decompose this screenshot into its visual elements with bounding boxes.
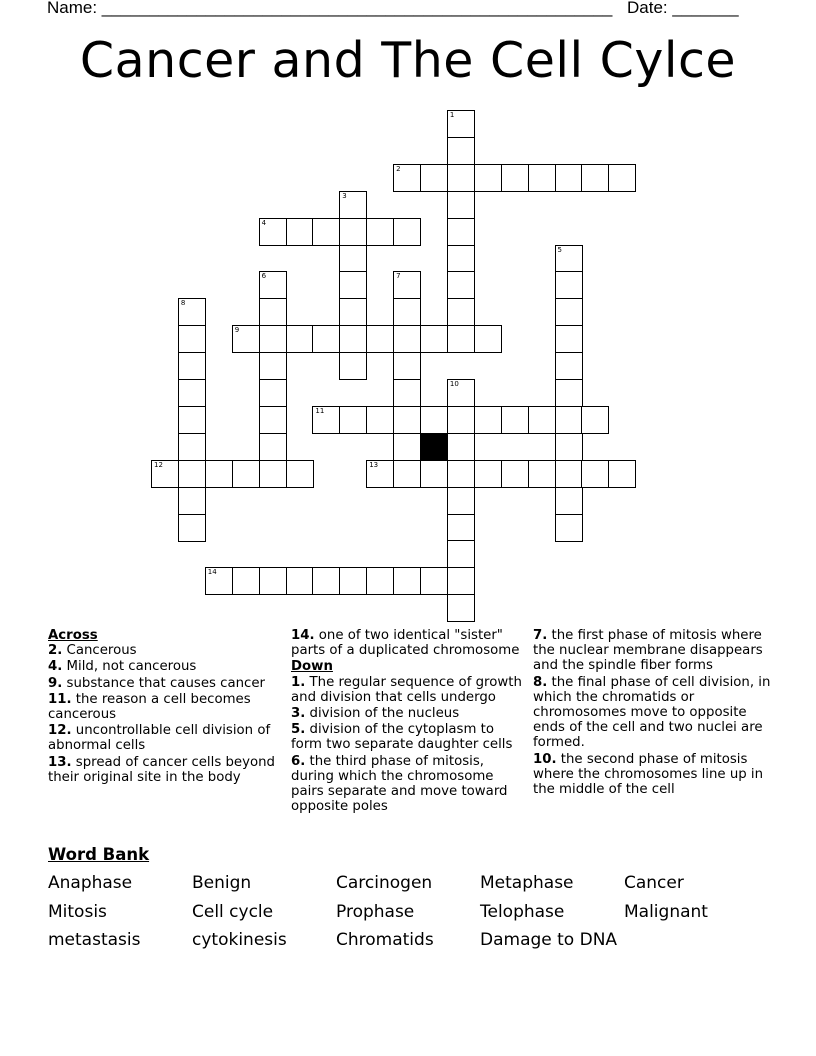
clue-item xyxy=(48,692,278,722)
clue-item-text: substance that causes cancer xyxy=(62,675,265,691)
grid-cell[interactable] xyxy=(474,406,502,434)
word-bank-item: Chromatids xyxy=(336,930,434,950)
grid-cell[interactable] xyxy=(312,325,340,353)
grid-cell[interactable] xyxy=(259,379,287,407)
grid-cell[interactable] xyxy=(447,325,475,353)
grid-cell[interactable] xyxy=(339,298,367,326)
grid-cell[interactable] xyxy=(286,567,314,595)
clue-item xyxy=(291,706,526,721)
across-heading: Across xyxy=(48,628,98,643)
grid-cell[interactable] xyxy=(447,406,475,434)
grid-cell[interactable] xyxy=(259,406,287,434)
clue-item-text: Cancerous xyxy=(62,643,137,659)
clue-item-text: division of the cytoplasm to form two separate daughter cells xyxy=(291,722,513,753)
clue-number: 4 xyxy=(261,218,267,227)
word-bank-item: metastasis xyxy=(48,930,141,950)
clue-item xyxy=(291,722,526,752)
grid-cell[interactable] xyxy=(339,567,367,595)
clues-column-1 xyxy=(48,628,278,786)
grid-cell[interactable] xyxy=(555,460,583,488)
grid-cell[interactable] xyxy=(555,298,583,326)
grid-cell[interactable] xyxy=(393,325,421,353)
grid-cell[interactable] xyxy=(259,460,287,488)
clue-item xyxy=(48,643,278,658)
name-field-label: Name: ______________________________________________________ xyxy=(47,0,613,17)
grid-cell[interactable] xyxy=(312,567,340,595)
word-bank-item: Damage to DNA xyxy=(480,930,618,950)
clue-number: 11 xyxy=(315,406,325,415)
grid-cell[interactable] xyxy=(339,352,367,380)
clue-item-number: 3. xyxy=(291,706,306,722)
clue-item-number: 5. xyxy=(291,722,306,738)
clue-item-text: The regular sequence of growth and division that cells undergo xyxy=(291,674,522,705)
grid-cell[interactable] xyxy=(474,325,502,353)
grid-cell[interactable] xyxy=(474,460,502,488)
word-bank-item: Cell cycle xyxy=(192,902,274,922)
word-bank-item: Mitosis xyxy=(48,902,107,922)
grid-cell[interactable] xyxy=(447,298,475,326)
clue-number: 2 xyxy=(396,164,401,173)
clue-item-number: 8. xyxy=(533,674,548,690)
grid-cell[interactable] xyxy=(555,433,583,461)
grid-cell[interactable] xyxy=(474,164,502,192)
grid-cell[interactable] xyxy=(393,164,421,192)
clue-item xyxy=(48,755,278,785)
grid-cell[interactable] xyxy=(447,379,475,407)
clue-item xyxy=(48,723,278,753)
grid-cell[interactable] xyxy=(447,487,475,515)
grid-cell[interactable] xyxy=(259,298,287,326)
clue-item xyxy=(291,628,526,658)
clues-column-3 xyxy=(533,628,771,798)
grid-cell[interactable] xyxy=(447,567,475,595)
grid-cell[interactable] xyxy=(178,460,206,488)
word-bank-item: Anaphase xyxy=(48,873,133,893)
grid-cell[interactable] xyxy=(339,245,367,273)
clue-number: 8 xyxy=(180,299,186,308)
clue-number: 13 xyxy=(369,460,379,469)
clue-item-text: uncontrollable cell division of abnormal cells xyxy=(48,723,271,754)
grid-block-cell xyxy=(420,433,448,461)
grid-cell[interactable] xyxy=(393,433,421,461)
grid-cell[interactable] xyxy=(555,325,583,353)
grid-cell[interactable] xyxy=(259,433,287,461)
grid-cell[interactable] xyxy=(178,325,206,353)
grid-cell[interactable] xyxy=(581,406,609,434)
word-bank-item: cytokinesis xyxy=(192,930,287,950)
grid-cell[interactable] xyxy=(339,406,367,434)
clue-item-number: 11. xyxy=(48,691,72,707)
word-bank-item: Malignant xyxy=(624,902,708,922)
grid-cell[interactable] xyxy=(393,406,421,434)
grid-cell[interactable] xyxy=(178,406,206,434)
clue-item-number: 7. xyxy=(533,628,548,643)
grid-cell[interactable] xyxy=(447,218,475,246)
clue-item-text: spread of cancer cells beyond their original site in the body xyxy=(48,754,275,785)
grid-cell[interactable] xyxy=(555,164,583,192)
grid-cell[interactable] xyxy=(501,406,529,434)
clue-item-text: the reason a cell becomes cancerous xyxy=(48,691,251,723)
clue-number: 5 xyxy=(557,245,562,254)
grid-cell[interactable] xyxy=(501,460,529,488)
grid-cell[interactable] xyxy=(420,406,448,434)
clue-number: 7 xyxy=(396,272,401,281)
grid-cell[interactable] xyxy=(393,218,421,246)
grid-cell[interactable] xyxy=(232,567,260,595)
grid-cell[interactable] xyxy=(447,110,475,138)
clue-item-number: 14. xyxy=(291,628,315,643)
grid-cell[interactable] xyxy=(366,218,394,246)
grid-cell[interactable] xyxy=(232,325,260,353)
grid-cell[interactable] xyxy=(286,325,314,353)
grid-cell[interactable] xyxy=(555,245,583,273)
grid-cell[interactable] xyxy=(286,218,314,246)
grid-cell[interactable] xyxy=(393,298,421,326)
date-field-label: Date: _______ xyxy=(627,0,739,17)
grid-cell[interactable] xyxy=(447,245,475,273)
grid-cell[interactable] xyxy=(339,191,367,219)
clue-item-number: 4. xyxy=(48,659,63,675)
clue-item xyxy=(48,659,278,674)
clue-item-text: Mild, not cancerous xyxy=(62,659,197,675)
grid-cell[interactable] xyxy=(528,406,556,434)
grid-cell[interactable] xyxy=(205,460,233,488)
page-title: Cancer and The Cell Cylce xyxy=(79,32,737,89)
grid-cell[interactable] xyxy=(178,379,206,407)
word-bank-item: Prophase xyxy=(336,902,415,922)
clue-number: 6 xyxy=(261,272,267,281)
grid-cell[interactable] xyxy=(447,164,475,192)
clue-item-number: 1. xyxy=(291,674,306,690)
grid-cell[interactable] xyxy=(366,325,394,353)
word-bank-title: Word Bank xyxy=(48,845,150,864)
grid-cell[interactable] xyxy=(501,164,529,192)
grid-cell[interactable] xyxy=(393,567,421,595)
word-bank-item: Metaphase xyxy=(480,873,574,893)
clue-number: 10 xyxy=(449,380,459,388)
clue-item-text: the first phase of mitosis where the nuclear membrane disappears and the spindle fiber forms xyxy=(533,628,763,674)
grid-cell[interactable] xyxy=(259,325,287,353)
grid-cell[interactable] xyxy=(447,191,475,219)
grid-cell[interactable] xyxy=(339,325,367,353)
grid-cell[interactable] xyxy=(393,352,421,380)
grid-cell[interactable] xyxy=(581,164,609,192)
grid-cell[interactable] xyxy=(393,271,421,299)
grid-cell[interactable] xyxy=(205,567,233,595)
grid-cell[interactable] xyxy=(608,164,636,192)
grid-cell[interactable] xyxy=(555,406,583,434)
grid-cell[interactable] xyxy=(447,514,475,542)
word-bank-item: Telophase xyxy=(480,902,565,922)
clue-item-number: 13. xyxy=(48,754,72,770)
grid-cell[interactable] xyxy=(232,460,260,488)
grid-cell[interactable] xyxy=(447,460,475,488)
grid-cell[interactable] xyxy=(581,460,609,488)
grid-cell[interactable] xyxy=(528,460,556,488)
grid-cell[interactable] xyxy=(178,298,206,326)
clue-item-text: the final phase of cell division, in which the chromatids or chromosomes move to opposite ends of the cell and two nuclei are formed. xyxy=(533,674,771,751)
grid-cell[interactable] xyxy=(555,352,583,380)
grid-cell[interactable] xyxy=(608,460,636,488)
grid-cell[interactable] xyxy=(447,540,475,568)
clue-item-number: 9. xyxy=(48,675,63,691)
word-bank-item: Benign xyxy=(192,873,252,893)
grid-cell[interactable] xyxy=(555,379,583,407)
grid-cell[interactable] xyxy=(339,218,367,246)
grid-cell[interactable] xyxy=(259,567,287,595)
clue-item-text: the third phase of mitosis, during which the chromosome pairs separate and move toward opposite poles xyxy=(291,753,508,815)
grid-cell[interactable] xyxy=(366,567,394,595)
grid-cell[interactable] xyxy=(393,460,421,488)
grid-cell[interactable] xyxy=(259,218,287,246)
clue-number: 1 xyxy=(449,111,455,119)
grid-cell[interactable] xyxy=(366,406,394,434)
clue-item xyxy=(533,675,771,751)
grid-cell[interactable] xyxy=(259,352,287,380)
grid-cell[interactable] xyxy=(555,487,583,515)
grid-cell[interactable] xyxy=(555,271,583,299)
grid-cell[interactable] xyxy=(420,567,448,595)
clue-item xyxy=(291,754,526,815)
clue-item xyxy=(291,675,526,705)
grid-cell[interactable] xyxy=(447,271,475,299)
clue-item-number: 10. xyxy=(533,751,557,767)
grid-cell[interactable] xyxy=(420,325,448,353)
clue-item-text: division of the nucleus xyxy=(305,706,460,722)
grid-cell[interactable] xyxy=(312,406,340,434)
grid-cell[interactable] xyxy=(286,460,314,488)
grid-cell[interactable] xyxy=(178,487,206,515)
grid-cell[interactable] xyxy=(339,271,367,299)
grid-cell[interactable] xyxy=(259,271,287,299)
word-bank-item: Carcinogen xyxy=(336,873,433,893)
word-bank-item: Cancer xyxy=(624,873,684,893)
down-heading: Down xyxy=(291,659,333,675)
grid-cell[interactable] xyxy=(420,164,448,192)
grid-cell[interactable] xyxy=(366,460,394,488)
clue-item xyxy=(533,752,771,798)
clue-item-number: 12. xyxy=(48,723,72,739)
grid-cell[interactable] xyxy=(420,460,448,488)
clue-item-number: 2. xyxy=(48,643,63,659)
grid-cell[interactable] xyxy=(447,137,475,165)
grid-cell[interactable] xyxy=(528,164,556,192)
clue-item-text: the second phase of mitosis where the chromosomes line up in the middle of the cell xyxy=(533,751,764,798)
grid-cell[interactable] xyxy=(151,460,179,488)
grid-cell[interactable] xyxy=(178,514,206,542)
clue-number: 14 xyxy=(207,568,217,577)
clue-number: 9 xyxy=(234,326,240,335)
grid-cell[interactable] xyxy=(312,218,340,246)
clue-item-number: 6. xyxy=(291,753,306,769)
clue-item xyxy=(533,628,771,674)
clues-column-2 xyxy=(291,628,526,815)
clue-number: 12 xyxy=(154,460,163,469)
clue-item-text: one of two identical "sister" parts of a duplicated chromosome xyxy=(291,628,520,659)
grid-cell[interactable] xyxy=(447,594,475,622)
clue-item xyxy=(48,676,278,691)
grid-cell[interactable] xyxy=(178,352,206,380)
grid-cell[interactable] xyxy=(178,433,206,461)
grid-cell[interactable] xyxy=(393,379,421,407)
grid-cell[interactable] xyxy=(447,433,475,461)
grid-cell[interactable] xyxy=(555,514,583,542)
clue-number: 3 xyxy=(342,191,347,200)
